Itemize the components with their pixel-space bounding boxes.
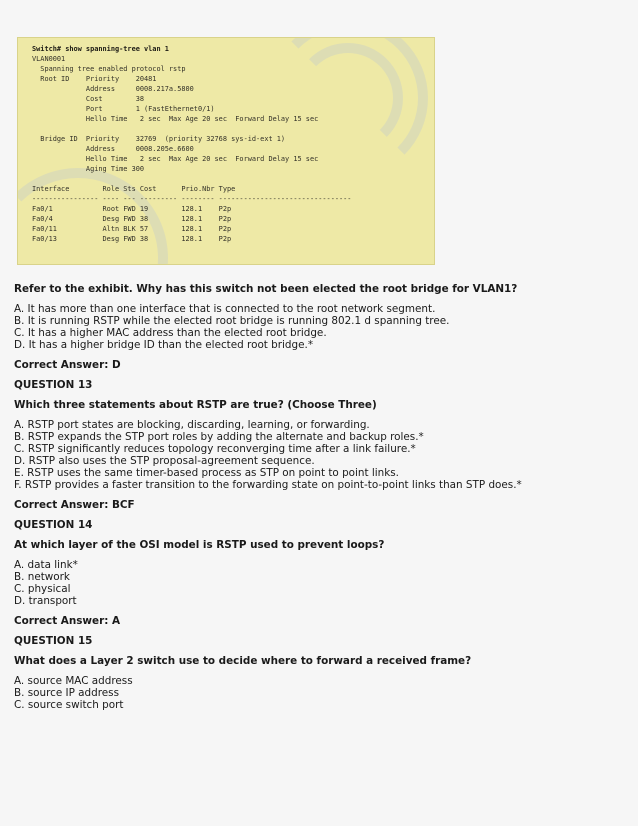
option: C. RSTP significantly reduces topology reconverging time after a link failure.* xyxy=(14,443,416,455)
question-text: Refer to the exhibit. Why has this switch not been elected the root bridge for VLAN1? xyxy=(14,283,518,295)
option: C. source switch port xyxy=(14,699,124,711)
correct-answer: Correct Answer: D xyxy=(14,359,121,371)
option: F. RSTP provides a faster transition to the forwarding state on point-to-point links than STP does.* xyxy=(14,479,522,491)
option: A. RSTP port states are blocking, discarding, learning, or forwarding. xyxy=(14,419,370,431)
correct-answer: Correct Answer: A xyxy=(14,615,121,627)
option: B. network xyxy=(14,571,70,583)
option: B. RSTP expands the STP port roles by adding the alternate and backup roles.* xyxy=(14,431,424,443)
option: D. It has a higher bridge ID than the elected root bridge.* xyxy=(14,339,314,351)
option: A. source MAC address xyxy=(14,675,133,687)
question-text: At which layer of the OSI model is RSTP used to prevent loops? xyxy=(14,539,385,551)
options-list xyxy=(14,559,624,607)
options-list xyxy=(14,675,624,711)
question-number: QUESTION 13 xyxy=(14,379,93,391)
question-text: What does a Layer 2 switch use to decide where to forward a received frame? xyxy=(14,655,472,667)
question-text: Which three statements about RSTP are true? (Choose Three) xyxy=(14,399,377,411)
exhibit-cli-output: Switch# show spanning-tree vlan 1 VLAN0001 Spanning tree enabled protocol rstp Root ID Priority 20481 Address 0008.217a.5800 Cost 38 Port 1 (FastEthernet0/1) Hello Time 2 sec Max Age 20 sec Forward Delay 15 sec Bridge ID Priority 32769 (priority 32768 sys-id-ext 1) Address 0008.205e.6600 Hello Time 2 sec Max Age 20 sec Forward Delay 15 sec Aging Time 300 Interface Role Sts Cost Prio.Nbr Type ---------------- ---- --- --------- -------- -------------------------------- Fa0/1 Root FWD 19 128.1 P2p Fa0/4 Desg FWD 38 128.1 P2p Fa0/11 Altn BLK 57 128.1 P2p Fa0/13 Desg FWD 38 128.1 P2p xyxy=(32,45,352,243)
questions-content xyxy=(14,283,624,719)
correct-answer: Correct Answer: BCF xyxy=(14,499,135,511)
question-number: QUESTION 15 xyxy=(14,635,93,647)
options-list xyxy=(14,419,624,491)
exhibit-image xyxy=(17,37,435,265)
option: A. data link* xyxy=(14,559,78,571)
question-number: QUESTION 14 xyxy=(14,519,93,531)
option: A. It has more than one interface that is connected to the root network segment. xyxy=(14,303,436,315)
option: B. source IP address xyxy=(14,687,119,699)
options-list xyxy=(14,303,624,351)
option: D. transport xyxy=(14,595,77,607)
option: B. It is running RSTP while the elected root bridge is running 802.1 d spanning tree. xyxy=(14,315,450,327)
option: E. RSTP uses the same timer-based process as STP on point to point links. xyxy=(14,467,399,479)
option: C. It has a higher MAC address than the elected root bridge. xyxy=(14,327,327,339)
option: D. RSTP also uses the STP proposal-agreement sequence. xyxy=(14,455,315,467)
option: C. physical xyxy=(14,583,71,595)
